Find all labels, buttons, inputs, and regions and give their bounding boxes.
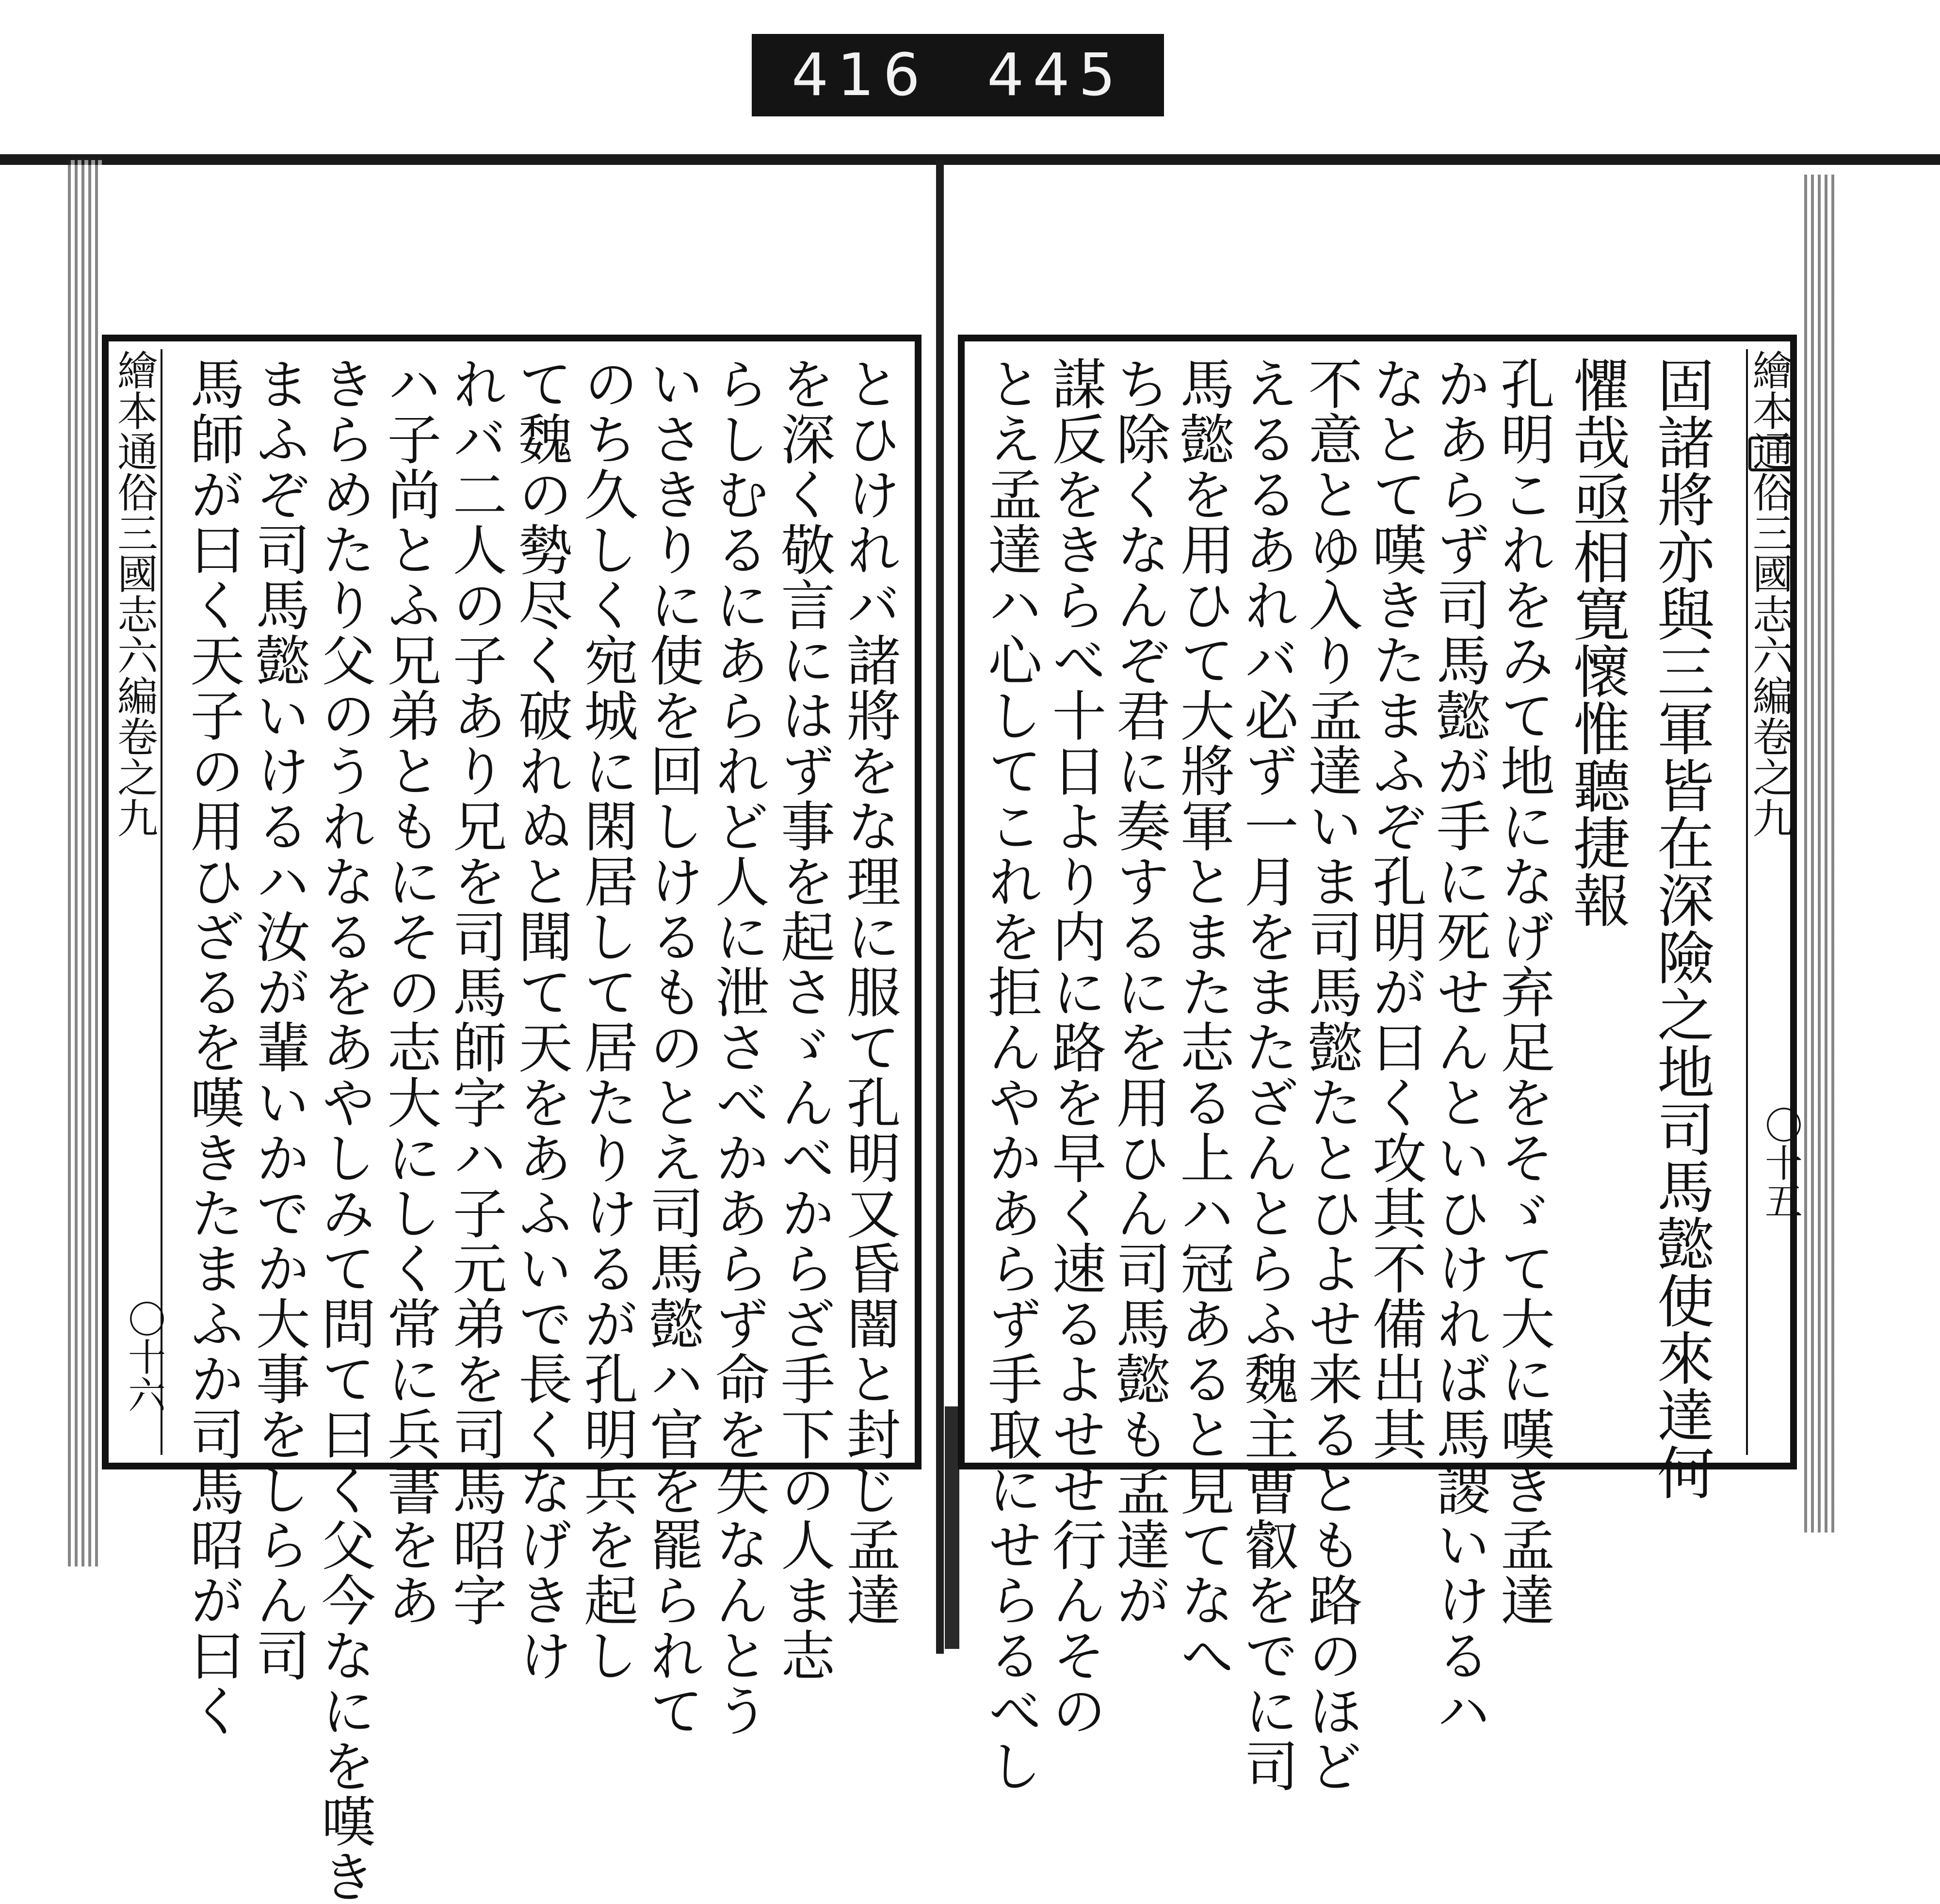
right-col-9: とえ孟達ハ心してこれを拒んやかあらず手取にせらるべし	[979, 356, 1042, 1793]
right-folio: 〇十五	[1759, 1106, 1802, 1219]
right-col-2: かあらず司馬懿が手に死せんといひければ馬謖いけるハ	[1427, 356, 1491, 1738]
left-col-6: て魏の勢尽く破れぬと聞て天をあふいで長くなげきけ	[509, 356, 573, 1683]
left-col-4: いさきりに使を回しけるものとえ司馬懿ハ官を罷られて	[640, 356, 704, 1738]
right-col-5: えるるあれバ必ず一月をまたざんとらふ魏主曹叡をでに司	[1235, 356, 1299, 1793]
right-title-line-1: 固諸將亦與三軍皆在深險之地司馬懿使來達何	[1647, 356, 1714, 1501]
fish-tail-ornament	[1748, 436, 1793, 471]
right-margin-title	[1746, 349, 1792, 1455]
right-page-edge	[1804, 175, 1838, 1533]
left-col-2: を深く敬言にはず事を起さゞんべからざ手下の人ま志	[772, 356, 835, 1683]
left-col-7: れバ二人の子あり兄を司馬師字ハ子元弟を司馬昭字	[444, 356, 507, 1628]
spine-shadow	[945, 1406, 959, 1649]
left-margin-title	[109, 349, 162, 1455]
left-col-10: まふぞ司馬懿いけるハ汝が輩いかでか大事をしらん司	[247, 356, 310, 1683]
left-col-11: 馬師が曰く天子の用ひざるを嘆きたまふか司馬昭が曰く	[181, 356, 244, 1738]
right-margin-title-text: 繪本通俗三國志六編卷之九	[1746, 349, 1794, 838]
left-page-edge	[68, 160, 102, 1566]
left-margin-title-text: 繪本通俗三國志六編卷之九	[111, 349, 159, 838]
book-spine	[936, 160, 944, 1654]
left-page-text	[181, 356, 901, 1904]
right-col-8: 謀反をきらべ十日より内に路を早く速るよせせ行んその	[1043, 356, 1106, 1738]
top-binding-rule	[0, 154, 1940, 165]
right-title-line-2: 懼哉亟相寛懷惟聽捷報	[1563, 356, 1631, 928]
left-page-frame	[102, 335, 922, 1904]
left-col-5: のち久しく宛城に閑居して居たりけるが孔明兵を起し	[575, 356, 638, 1683]
right-page-frame	[958, 335, 1797, 1793]
right-col-4: 不意とゆ入り孟達いま司馬懿たとひよせ来るとも路のほど	[1299, 356, 1363, 1793]
left-col-1: とひけれバ諸將をな理に服て孔明又昏闇と封じ孟達	[837, 356, 901, 1628]
left-col-3: らしむるにあられど人に泄さべかあらず命を失なんとう	[706, 356, 770, 1738]
right-col-3: なとて嘆きたまふぞ孔明が曰く攻其不備出其	[1363, 356, 1427, 1462]
call-number-label	[752, 34, 1164, 116]
left-col-8: ハ子尚とふ兄弟ともにその志大にしく常に兵書をあ	[378, 356, 441, 1628]
right-page-text	[979, 356, 1722, 1793]
call-number-left: 416	[791, 41, 929, 109]
left-folio: 〇十六	[122, 1300, 165, 1413]
right-col-1: 孔明これをみて地になげ弃足をそゞて大に嘆き孟達	[1491, 356, 1555, 1628]
right-col-6: 馬懿を用ひて大將軍とまた志る上ハ冠あると見てなへ	[1171, 356, 1235, 1683]
call-number-right: 445	[987, 41, 1125, 109]
left-col-9: きらめたり父のうれなるをあやしみて問て曰く父今なにを嘆き	[312, 356, 376, 1904]
right-col-7: ち除くなんぞ君に奏するにを用ひん司馬懿も孟達が	[1107, 356, 1170, 1628]
